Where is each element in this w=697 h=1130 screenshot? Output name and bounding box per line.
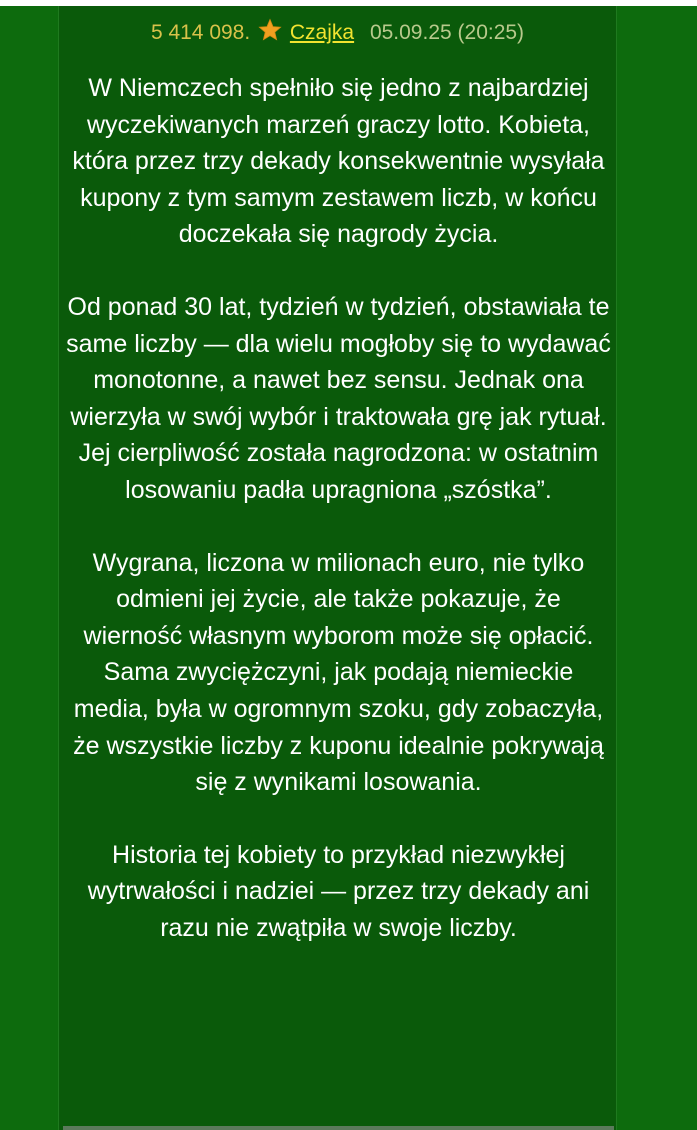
post-datetime: 05.09.25 (20:25) <box>369 21 525 44</box>
post-paragraph-2: Od ponad 30 lat, tydzień w tydzień, obstawiała te same liczby — dla wielu mogłoby się to wydawać monotonne, a nawet bez sensu. Jednak ona wierzyła w swój wybór i traktowała grę jak rytuał. Jej cierpliwość została nagrodzona: w ostatnim losowaniu padła upragniona „szóstka”. <box>66 292 611 504</box>
post-bottom-divider <box>63 1126 614 1130</box>
post-paragraph-3: Wygrana, liczona w milionach euro, nie tylko odmieni jej życie, ale także pokazuje, że wierność własnym wyborom może się opłacić. Sama zwyciężczyni, jak podają niemieckie media, była w ogromnym szoku, gdy zobaczyła, że wszystkie liczby z kuponu idealnie pokrywają się z wynikami losowania. <box>73 548 604 797</box>
post-container <box>58 6 617 1130</box>
star-icon <box>258 18 282 42</box>
post-meta <box>59 18 616 46</box>
author-link[interactable]: Czajka <box>289 21 355 44</box>
post-paragraph-1: W Niemczech spełniło się jedno z najbardziej wyczekiwanych marzeń graczy lotto. Kobieta, która przez trzy dekady konsekwentnie wysyłała kupony z tym samym zestawem liczb, w końcu doczekała się nagrody życia. <box>72 74 605 249</box>
post-id: 5 414 098. <box>150 21 251 44</box>
post-body <box>65 70 612 982</box>
post-paragraph-4: Historia tej kobiety to przykład niezwykłej wytrwałości i nadziei — przez trzy dekady ani razu nie zwątpiła w swoje liczby. <box>87 840 590 942</box>
